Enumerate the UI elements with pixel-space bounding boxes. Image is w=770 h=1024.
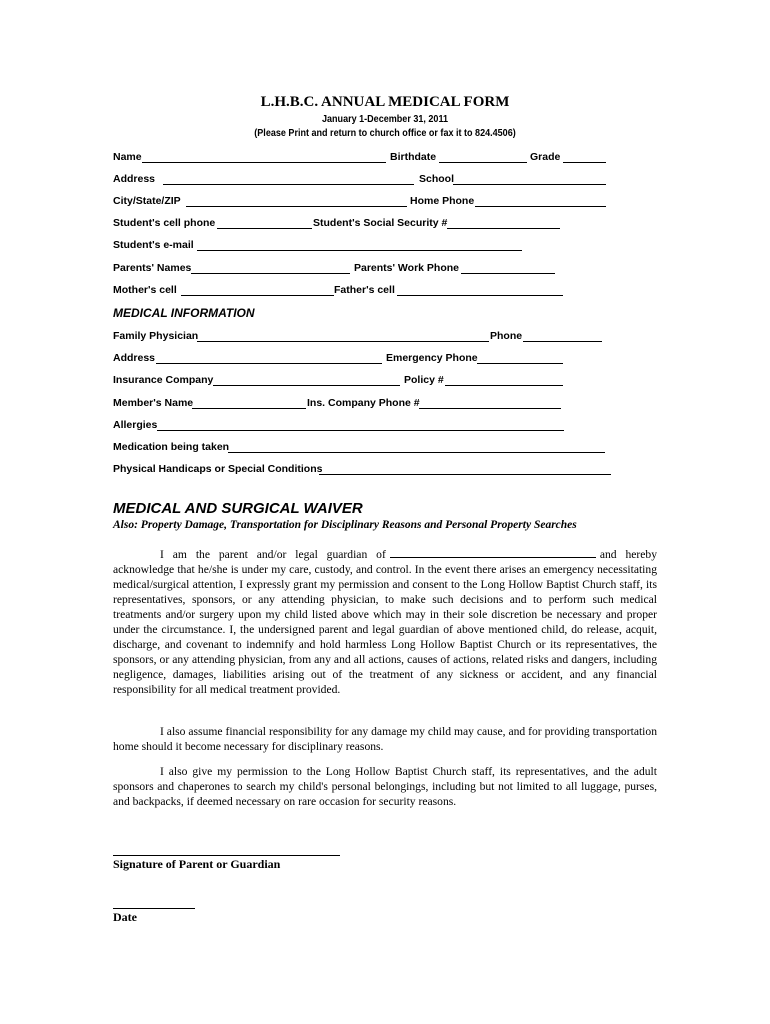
- student-cell-label: Student's cell phone: [113, 217, 216, 229]
- home-phone-field[interactable]: [475, 206, 606, 207]
- family-physician-field[interactable]: [197, 341, 489, 342]
- physician-address-label: Address: [113, 352, 156, 364]
- policy-label: Policy #: [404, 374, 444, 386]
- allergies-field[interactable]: [157, 430, 564, 431]
- student-email-label: Student's e-mail: [113, 239, 194, 251]
- physician-address-field[interactable]: [156, 363, 382, 364]
- city-state-zip-field[interactable]: [186, 206, 407, 207]
- date-field[interactable]: [113, 908, 195, 909]
- name-label: Name: [113, 151, 142, 163]
- mothers-cell-label: Mother's cell: [113, 284, 177, 296]
- school-label: School: [419, 173, 455, 185]
- name-field[interactable]: [142, 162, 386, 163]
- student-email-field[interactable]: [197, 250, 522, 251]
- medication-label: Medication being taken: [113, 441, 230, 453]
- waiver-subheading: Also: Property Damage, Transportation for Disciplinary Reasons and Personal Property Searches: [113, 519, 577, 531]
- physician-phone-field[interactable]: [523, 341, 602, 342]
- ins-company-phone-label: Ins. Company Phone #: [307, 397, 420, 409]
- mothers-cell-field[interactable]: [181, 295, 334, 296]
- form-instructions: (Please Print and return to church office or fax it to 824.4506): [254, 127, 516, 139]
- emergency-phone-label: Emergency Phone: [386, 352, 478, 364]
- insurance-company-label: Insurance Company: [113, 374, 214, 386]
- ssn-label: Student's Social Security #: [313, 217, 448, 229]
- handicaps-label: Physical Handicaps or Special Conditions: [113, 463, 323, 475]
- address-label: Address: [113, 173, 156, 185]
- student-cell-field[interactable]: [217, 228, 312, 229]
- ssn-field[interactable]: [447, 228, 560, 229]
- waiver-paragraph-1: [113, 547, 657, 697]
- parents-work-phone-label: Parents' Work Phone: [354, 262, 459, 274]
- address-field[interactable]: [163, 184, 414, 185]
- fathers-cell-label: Father's cell: [334, 284, 395, 296]
- waiver-p3-text: I also give my permission to the Long Hollow Baptist Church staff, its representatives, and the adult sponsors and chaperones to search my child's personal belongings, including but not limited to all luggage, purses, and backpacks, if deemed necessary on rare occasion for security reasons.: [113, 765, 657, 808]
- waiver-p1-rest: and hereby acknowledge that he/she is under my care, custody, and control. In the event there arises an emergency necessitating medical/surgical attention, I expressly grant my permission and consent to the Long Hollow Baptist Church staff, its representatives, sponsors, or any attending physician, to make such decisions and to perform such medical treatments and/or surgery upon my child listed above which may in their sole discretion be necessary and proper under the circumstance. I, the undersigned parent and legal guardian of above mentioned child, do release, acquit, discharge, and covenant to indemnify and hold harmless Long Hollow Baptist Church or its representatives, the sponsors, or any attending physician, from any and all actions, causes of actions, related risks and dangers, including negligence, damages, liabilities arising out of the treatment of any sickness or accident, and any financial responsibility for all medical treatment provided.: [113, 548, 657, 696]
- school-field[interactable]: [453, 184, 606, 185]
- birthdate-field[interactable]: [439, 162, 527, 163]
- waiver-heading: MEDICAL AND SURGICAL WAIVER: [113, 500, 363, 517]
- handicaps-field[interactable]: [319, 474, 611, 475]
- child-name-field[interactable]: [390, 547, 596, 558]
- parents-work-phone-field[interactable]: [461, 273, 555, 274]
- waiver-paragraph-2: [113, 724, 657, 754]
- family-physician-label: Family Physician: [113, 330, 199, 342]
- form-title: L.H.B.C. ANNUAL MEDICAL FORM: [260, 94, 510, 110]
- parents-names-field[interactable]: [191, 273, 350, 274]
- home-phone-label: Home Phone: [410, 195, 475, 207]
- signature-label: Signature of Parent or Guardian: [113, 857, 281, 871]
- birthdate-label: Birthdate: [390, 151, 437, 163]
- waiver-p1-start: I am the parent and/or legal guardian of: [160, 548, 386, 561]
- city-state-zip-label: City/State/ZIP: [113, 195, 181, 207]
- physician-phone-label: Phone: [490, 330, 523, 342]
- fathers-cell-field[interactable]: [397, 295, 563, 296]
- signature-field[interactable]: [113, 855, 340, 856]
- members-name-label: Member's Name: [113, 397, 194, 409]
- parents-names-label: Parents' Names: [113, 262, 192, 274]
- allergies-label: Allergies: [113, 419, 158, 431]
- insurance-company-field[interactable]: [213, 385, 400, 386]
- ins-company-phone-field[interactable]: [419, 408, 561, 409]
- policy-field[interactable]: [445, 385, 563, 386]
- grade-label: Grade: [530, 151, 561, 163]
- waiver-paragraph-3: [113, 764, 657, 809]
- date-label: Date: [113, 910, 137, 924]
- members-name-field[interactable]: [192, 408, 306, 409]
- grade-field[interactable]: [563, 162, 606, 163]
- form-dates: January 1-December 31, 2011: [321, 113, 448, 125]
- medical-information-heading: MEDICAL INFORMATION: [113, 306, 255, 320]
- emergency-phone-field[interactable]: [477, 363, 563, 364]
- medication-field[interactable]: [228, 452, 605, 453]
- waiver-p2-text: I also assume financial responsibility for any damage my child may cause, and for providing transportation home should it become necessary for disciplinary reasons.: [113, 725, 657, 753]
